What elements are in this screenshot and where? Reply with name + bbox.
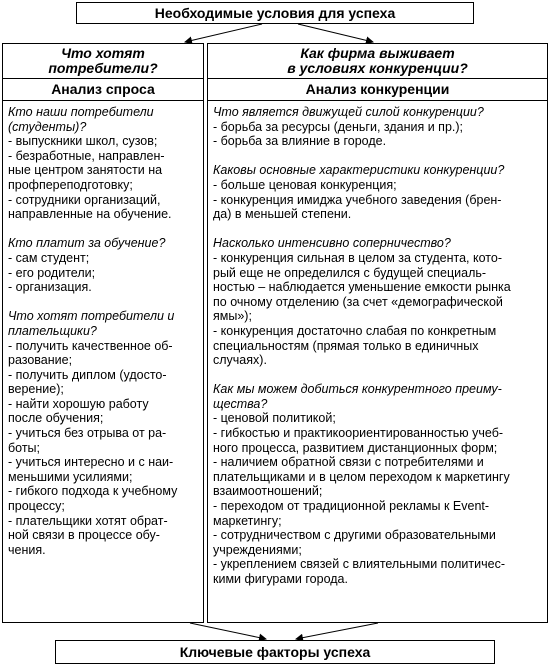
question-text: Кто платит за обучение? <box>8 236 166 251</box>
answer-line: - ценовой политикой; <box>213 411 336 426</box>
answer-line: маркетингу; <box>213 513 282 528</box>
question-section <box>213 382 542 586</box>
answer-line: ностью – наблюдается уменьшение емкости рынка <box>213 280 511 295</box>
answer-line: после обучения; <box>8 411 104 426</box>
right-subheader: Анализ конкуренции <box>305 81 450 97</box>
answer-line: профпереподготовку; <box>8 177 133 192</box>
question-text: Насколько интенсивно соперничество? <box>213 236 451 251</box>
answer-line: - организация. <box>8 280 92 295</box>
question-section <box>8 105 198 222</box>
question-text: плательщики? <box>8 323 97 338</box>
answer-line: - сотрудничеством с другими образовательными <box>213 528 496 543</box>
question-section <box>213 163 542 221</box>
question-text: Кто наши потребители <box>8 105 154 119</box>
answer-line: ные центром занятости на <box>8 163 163 178</box>
answer-line: - конкуренция сильная в целом за студента, кото- <box>213 250 502 265</box>
answer-line: направленные на обучение. <box>8 207 172 222</box>
arrow-top-to-right <box>298 24 373 42</box>
answer-line: боты; <box>8 440 41 455</box>
left-header-line: потребители? <box>48 60 158 76</box>
right-header-box <box>207 43 548 79</box>
competition-analysis-content <box>207 100 548 623</box>
answer-line: ного процесса, развитием дистанционных форм; <box>213 440 498 455</box>
answer-line: - сам студент; <box>8 250 90 265</box>
answer-line: - плательщики хотят обрат- <box>8 513 168 528</box>
question-text: щества? <box>213 396 268 411</box>
answer-line: кими фигурами города. <box>213 572 348 586</box>
answer-line: - гибкостью и практикоориентированностью учеб- <box>213 426 504 441</box>
answer-line: - борьба за влияние в городе. <box>213 134 387 149</box>
left-subheader: Анализ спроса <box>51 81 155 97</box>
question-section <box>213 236 542 367</box>
answer-line: - учиться без отрыва от ра- <box>8 426 167 441</box>
answer-line: - конкуренция достаточно слабая по конкретным <box>213 323 497 338</box>
right-header-line: в условиях конкуренции? <box>287 60 468 76</box>
answer-line: - получить качественное об- <box>8 338 173 353</box>
answer-line: - борьба за ресурсы (деньги, здания и пр.); <box>213 119 464 134</box>
right-header-line: Как фирма выживает <box>300 45 455 61</box>
right-subheader-box <box>207 78 548 101</box>
answer-line: - гибкого подхода к учебному <box>8 484 178 499</box>
answer-line: процессу; <box>8 499 65 514</box>
question-text: Каковы основные характеристики конкуренции? <box>213 163 505 178</box>
question-text: Что является движущей силой конкуренции? <box>213 105 484 119</box>
top-title: Необходимые условия для успеха <box>154 5 396 21</box>
left-header-line: Что хотят <box>61 45 145 61</box>
question-text: Что хотят потребители и <box>8 309 175 324</box>
answer-line: - больше ценовая конкуренция; <box>213 177 397 192</box>
arrow-top-to-left <box>185 24 262 42</box>
answer-line: верение); <box>8 382 64 397</box>
answer-line: - наличием обратной связи с потребителями и <box>213 455 484 470</box>
left-header-box <box>2 43 204 79</box>
answer-line: разование; <box>8 353 73 368</box>
answer-line: меньшими усилиями; <box>8 469 133 484</box>
arrow-left-to-bottom <box>190 623 266 639</box>
answer-line: ной связи в процессе обу- <box>8 528 160 543</box>
question-section <box>213 105 542 149</box>
answer-line: учреждениями; <box>213 542 302 557</box>
answer-line: - его родители; <box>8 265 96 280</box>
answer-line: по очному отделению (за счет «демографической <box>213 294 503 309</box>
answer-line: случаях). <box>213 353 267 368</box>
bottom-title-box <box>55 640 495 664</box>
answer-line: - конкуренция имиджа учебного заведения (брен- <box>213 192 502 207</box>
arrow-right-to-bottom <box>296 623 378 639</box>
answer-line: - выпускники школ, сузов; <box>8 134 158 149</box>
answer-line: рый еще не определился с будущей специаль- <box>213 265 487 280</box>
answer-line: взаимоотношений; <box>213 484 323 499</box>
question-section <box>8 236 198 294</box>
top-title-box <box>76 2 474 24</box>
answer-line: специальностям (прямая только в единичных <box>213 338 479 353</box>
answer-line: плательщиками и в целом переходом к маркетингу <box>213 469 510 484</box>
answer-line: - сотрудники организаций, <box>8 192 161 207</box>
answer-line: чения. <box>8 542 46 557</box>
answer-line: ямы»); <box>213 309 252 324</box>
answer-line: - получить диплом (удосто- <box>8 367 167 382</box>
left-subheader-box <box>2 78 204 101</box>
answer-line: - укреплением связей с влиятельными политичес- <box>213 557 505 572</box>
answer-line: - безработные, направлен- <box>8 148 165 163</box>
answer-line: - переходом от традиционной рекламы к Event- <box>213 499 490 514</box>
question-text: Как мы можем добиться конкурентного преиму- <box>213 382 502 397</box>
question-section <box>8 309 198 557</box>
demand-analysis-content <box>2 100 204 623</box>
answer-line: - учиться интересно и с наи- <box>8 455 174 470</box>
question-text: (студенты)? <box>8 119 87 134</box>
bottom-title: Ключевые факторы успеха <box>179 644 371 660</box>
answer-line: да) в меньшей степени. <box>213 207 352 222</box>
answer-line: - найти хорошую работу <box>8 396 149 411</box>
